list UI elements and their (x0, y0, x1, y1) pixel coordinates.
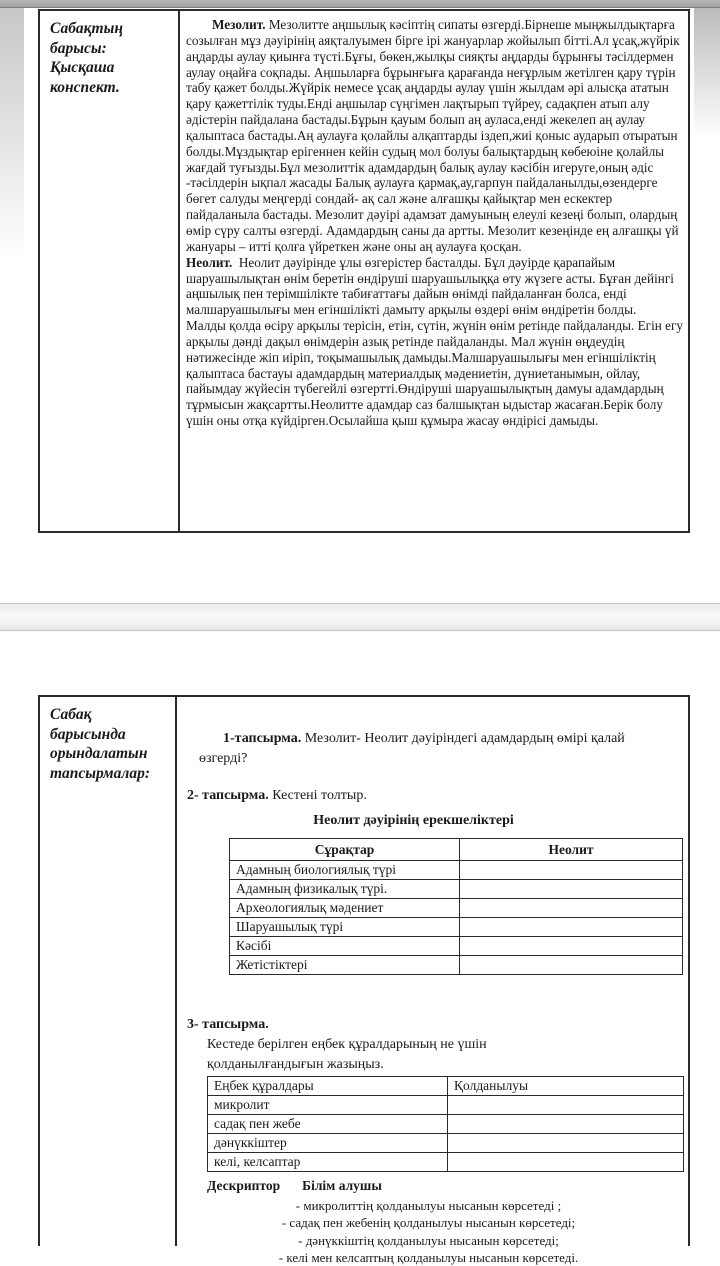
question-cell: Кәсібі (230, 937, 460, 956)
viewer-top-bar (0, 0, 720, 8)
descriptor-items (183, 1197, 674, 1266)
table-row (230, 956, 683, 975)
page-edge-shading-right (694, 8, 720, 138)
task3-label: 3- тапсырма. (187, 1017, 269, 1032)
answer-cell-empty (448, 1115, 684, 1134)
neolit-features-table (229, 838, 683, 975)
tasks-body (177, 697, 688, 1265)
neolit-heading: Неолит. (186, 254, 233, 270)
task1-label: 1-тапсырма. (223, 731, 302, 746)
header-neolit: Неолит (460, 839, 683, 861)
header-questions: Сұрақтар (230, 839, 460, 861)
page-break-band (0, 603, 720, 631)
tasks-row-label: Сабақ барысында орындалатын тапсырмалар: (40, 697, 177, 1246)
mezolit-heading: Мезолит. (212, 17, 266, 32)
question-cell: Шаруашылық түрі (230, 918, 460, 937)
tools-usage-table (207, 1076, 684, 1172)
tool-cell: микролит (208, 1096, 448, 1115)
answer-cell-empty (448, 1096, 684, 1115)
task2-text: Кестені толтыр. (272, 788, 367, 803)
answer-cell-empty (448, 1153, 684, 1172)
descriptor-label: Дескриптор (207, 1178, 281, 1193)
table-row (230, 861, 683, 880)
header-usage: Қолданылуы (448, 1077, 684, 1096)
mezolit-paragraph (186, 17, 684, 255)
task1-paragraph (199, 729, 668, 769)
answer-cell-empty (460, 937, 683, 956)
answer-cell-empty (460, 899, 683, 918)
question-cell: Адамның физикалық түрі. (230, 880, 460, 899)
mezolit-text: Мезолитте аңшылық кәсіптің сипаты өзгерді.Бірнеше мыңжылдықтарға созылған мұз дәуірінің аяқталуымен бірге ірі жануарлар жойылып бітті.Ал ұсақ,жүйрік аңдарды аулау қиынға түсті.Бұғы, бөкен,жылқы сияқты аңдарды бұрынғы тәсілдермен аулау оңайға соқпады. Аңшыларға бұрынғыға қарағанда неғұрлым жетілген қару түрін табу қажет болды.Жүйрік немесе ұсақ аңдарды аулау үшін жылдам әрі алысқа ататын қару қажеттілік туды.Енді аңшылар сүңгімен лақтырып түйреу, садақпен атып алу әдістерін пайдалана бастады.Бұрын қауым болып аң ауласа,енді жекелеп аң аулау қалыптаса бастады.Аң аулауға қолайлы алқаптарды іздеп,жиі қоныс аударып отыратын болды.Мұздықтар ерігеннен кейін судың мол болуы балықтардың көбеюіне қолайлы жағдай туғызды.Бұл мезолиттік адамдардың балық аулау кәсібін игеруге,оның әдіс -тәсілдерін ықпал жасады Балық аулауға қармақ,ау,гарпун пайдаланылды,өзендерге бөгет салуды меңгерді сондай- ақ сал және алғашқы қайықтар мен ескектер пайдаланыла бастады. Мезолит дәуірі адамзат дамуының елеулі кезеңі болып, олардың өмір сүру салты өзгерді. Адамдардың саны да артты. Мезолит кезеңінде ең алғашқы үй жануары – итті қолға үйреткен және оны аң аулауға қосқан. (186, 17, 680, 254)
answer-cell-empty (460, 956, 683, 975)
descriptor-title: Білім алушы (302, 1178, 382, 1193)
question-cell: Жетістіктері (230, 956, 460, 975)
lesson-summary-row-label: Сабақтың барысы: Қысқаша конспект. (40, 11, 180, 531)
question-cell: Адамның биологиялық түрі (230, 861, 460, 880)
descriptor-item: - микролиттің қолданылуы нысанын көрсетеді ; (295, 1198, 562, 1213)
task3-text: Кестеде берілген еңбек құралдарының не үшін қолданылғандығын жазыңыз. (207, 1037, 487, 1072)
table-row (208, 1096, 684, 1115)
table-row (208, 1134, 684, 1153)
neolit-paragraph (186, 255, 684, 318)
table-row (230, 899, 683, 918)
task2-paragraph (187, 786, 684, 806)
tool-cell: келі, келсаптар (208, 1153, 448, 1172)
answer-cell-empty (460, 880, 683, 899)
descriptor-item: - келі мен келсаптың қолданылуы нысанын көрсетеді. (278, 1249, 579, 1265)
table-row (230, 880, 683, 899)
descriptor-item: - дәнүккіштің қолданылуы нысанын көрсетеді; (298, 1232, 559, 1248)
table-header-row (230, 839, 683, 861)
table-row (230, 918, 683, 937)
task2-table-title: Неолит дәуірінің ерекшеліктері (313, 813, 514, 828)
page-edge-shading-left (0, 8, 24, 258)
table-header-row (208, 1077, 684, 1096)
descriptor-item: - садақ пен жебенің қолданылуы нысанын көрсетеді; (281, 1215, 576, 1231)
question-cell: Археологиялық мәдениет (230, 899, 460, 918)
table-row (230, 937, 683, 956)
lesson-summary-body (180, 11, 688, 531)
answer-cell-empty (460, 861, 683, 880)
task1-text: Мезолит- Неолит дәуіріндегі адамдардың өмірі қалай өзгерді? (199, 731, 625, 766)
descriptor-heading (207, 1177, 684, 1195)
table-row (208, 1153, 684, 1172)
answer-cell-empty (448, 1134, 684, 1153)
table-row (208, 1115, 684, 1134)
tool-cell: дәнүккіштер (208, 1134, 448, 1153)
neolit-text: Неолит дәуірінде ұлы өзгерістер басталды. Бұл дәуірде қарапайым шаруашылықтан өнім беретін өндіруші шаруашылыққа өту жүзеге асты. Бұған дейінгі аңшылық пен терімшілікте табиғаттағы дайын өнімді пайдаланған болса, енді малшаруашылығы мен егіншілікті дамыту арқылы өздері өнім өндіретін болды. (186, 254, 674, 318)
neolit-paragraph-2: Малды қолда өсіру арқылы терісін, етін, сүтін, жүнін өнім ретінде пайдаланды. Егін егу арқылы дәнді дақыл өнімдерін азық ретінде пайдаланды. Мал жүнін өңдеудің нәтижесінде жіп иіріп, тоқымашылық дамыды.Малшаруашылығы мен егіншіліктің қалыптаса бастауы адамдардың материалдық мәдениетін, дүниетанымын, ойлау, пайымдау жүйесін түбегейлі өзгертті.Өндіруші шаруашылықтың дамуы адамдардың тұрмысын жақсартты.Неолитте адамдар саз балшықтан ыдыстар жасаған.Берік болу үшін оны отқа күйдірген.Осылайша қыш құмыра жасау өндірісі дамыды. (186, 318, 683, 429)
header-tools: Еңбек құралдары (208, 1077, 448, 1096)
task2-label: 2- тапсырма. (187, 788, 269, 803)
tool-cell: садақ пен жебе (208, 1115, 448, 1134)
answer-cell-empty (460, 918, 683, 937)
lesson-summary-table (38, 9, 690, 533)
tasks-table (38, 695, 690, 1265)
